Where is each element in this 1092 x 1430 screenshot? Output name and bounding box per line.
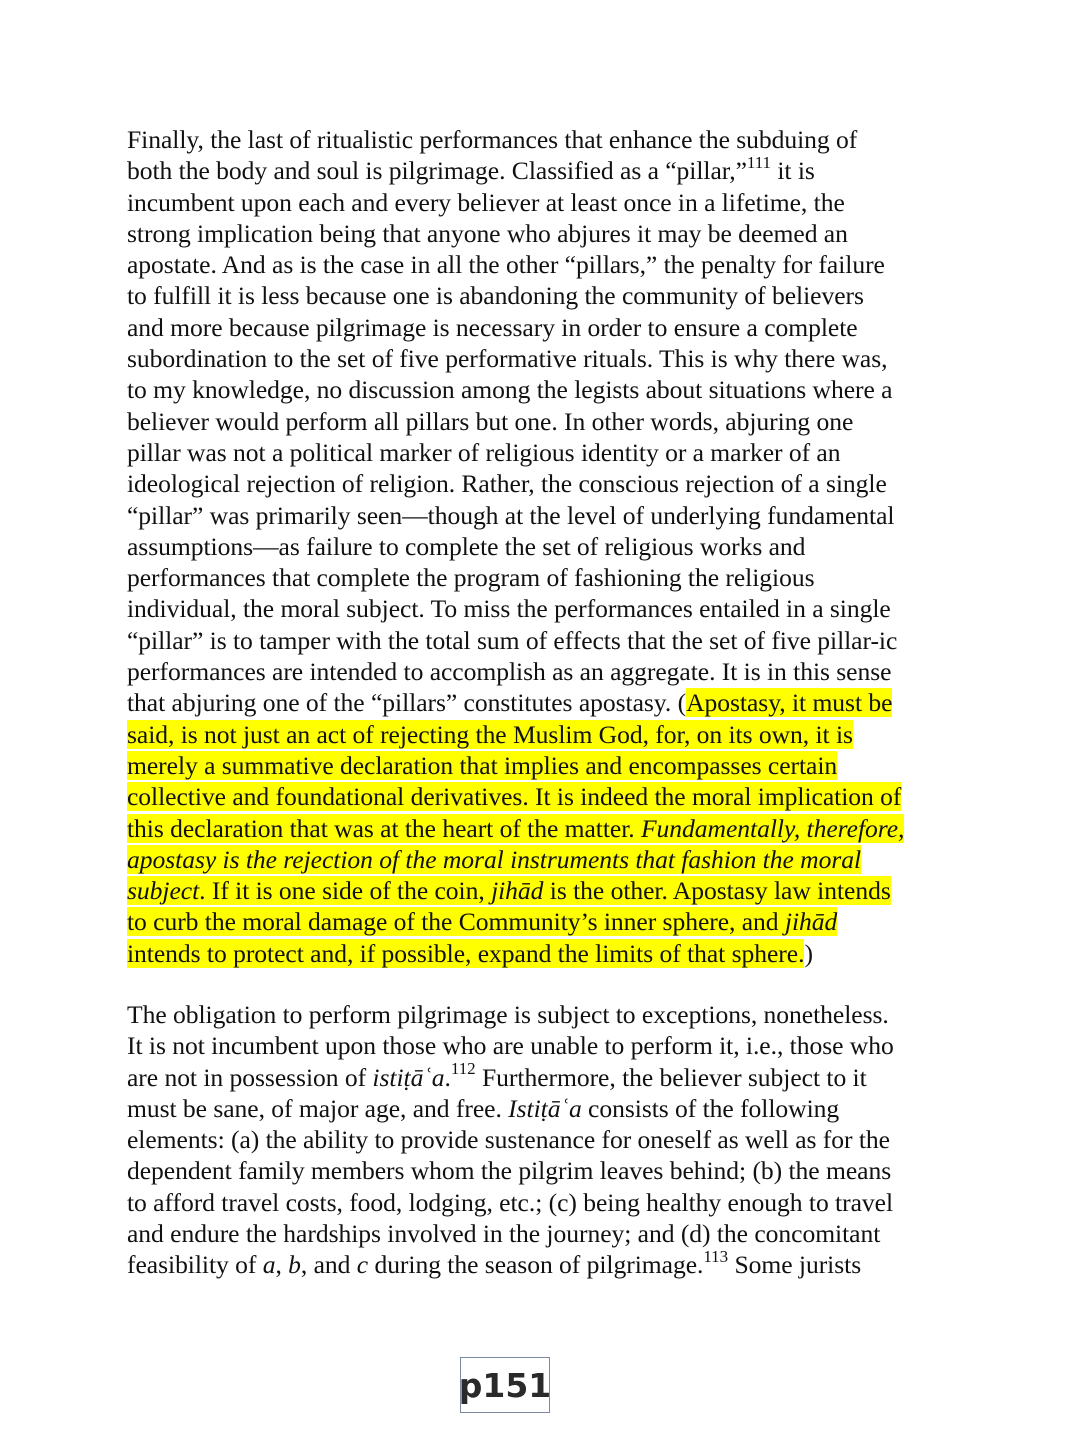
text-line: individual, the moral subject. To miss the performances entailed in a single <box>127 594 891 624</box>
text-line: The obligation to perform pilgrimage is subject to exceptions, nonetheless. <box>127 1000 889 1029</box>
footnote-ref-113[interactable]: 113 <box>703 1246 729 1266</box>
text-line: are not in possession of istiṭāʿa.$^{112}$ Furthermore, the believer subject to it <box>127 1059 867 1092</box>
text-line: to my knowledge, no discussion among the legists about situations where a <box>127 375 893 405</box>
text-line: pillar was not a political marker of religious identity or a marker of an <box>127 437 841 467</box>
text-line: Finally, the last of ritualistic performances that enhance the subduing of <box>127 125 858 154</box>
text-line: strong implication being that anyone who abjures it may be deemed an <box>127 218 848 248</box>
text-line: apostate. And as is the case in all the other “pillars,” the penalty for failure <box>127 250 885 280</box>
highlighted-text[interactable]: apostasy is the rejection of the moral instruments that fashion the moral <box>127 844 862 874</box>
text-line <box>127 781 967 812</box>
text-line: believer would perform all pillars but one. In other words, abjuring one <box>127 406 854 436</box>
text-line <box>127 875 967 906</box>
highlighted-text[interactable]: to curb the moral damage of the Community’s inner sphere, and jihād <box>127 907 838 937</box>
text-line: to fulfill it is less because one is abandoning the community of believers <box>127 281 864 311</box>
text-line: and more because pilgrimage is necessary in order to ensure a complete <box>127 312 858 342</box>
text-line: incumbent upon each and every believer at least once in a lifetime, the <box>127 187 845 217</box>
text-line: It is not incumbent upon those who are unable to perform it, i.e., those who <box>127 1031 894 1061</box>
text-line: performances are intended to accomplish as an aggregate. It is in this sense <box>127 657 892 687</box>
text-line: subordination to the set of five performative rituals. This is why there was, <box>127 344 888 374</box>
text-line: to afford travel costs, food, lodging, etc.; (c) being healthy enough to travel <box>127 1187 894 1217</box>
footnote-ref-111[interactable]: 111 <box>746 152 771 172</box>
text-line <box>127 813 967 844</box>
highlighted-text[interactable]: said, is not just an act of rejecting the Muslim God, for, on its own, it is <box>127 719 853 749</box>
highlighted-text[interactable]: subject. If it is one side of the coin, jihād is the other. Apostasy law intends <box>127 876 891 906</box>
text-line: must be sane, of major age, and free. Istiṭāʿa consists of the following <box>127 1093 840 1123</box>
text-line <box>127 719 967 750</box>
paragraph-pilgrimage-exceptions <box>127 999 967 1281</box>
highlighted-text[interactable]: this declaration that was at the heart of the matter. Fundamentally, therefore, <box>127 813 905 843</box>
text-line: both the body and soul is pilgrimage. Classified as a “pillar,”$^{111}$ it is <box>127 152 815 186</box>
text-line: assumptions—as failure to complete the set of religious works and <box>127 531 806 561</box>
highlighted-text[interactable]: intends to protect and, if possible, expand the limits of that sphere. <box>127 938 805 968</box>
highlighted-text[interactable]: merely a summative declaration that implies and encompasses certain <box>127 750 838 780</box>
text-line: and endure the hardships involved in the journey; and (d) the concomitant <box>127 1219 881 1249</box>
text-line: “pillar” was primarily seen—though at the level of underlying fundamental <box>127 500 895 530</box>
text-line: that abjuring one of the “pillars” constitutes apostasy. (Apostasy, it must be <box>127 688 893 718</box>
text-line: performances that complete the program of fashioning the religious <box>127 563 815 593</box>
text-line: dependent family members whom the pilgrim leaves behind; (b) the means <box>127 1156 892 1186</box>
page-number-label: p151 <box>460 1357 550 1413</box>
paragraph-pilgrimage-apostasy <box>127 124 967 969</box>
text-line: elements: (a) the ability to provide sustenance for oneself as well as for the <box>127 1125 890 1155</box>
footnote-ref-112[interactable]: 112 <box>450 1059 476 1079</box>
highlighted-text[interactable]: collective and foundational derivatives. It is indeed the moral implication of <box>127 782 902 812</box>
text-line: feasibility of a, b, and c during the season of pilgrimage.$^{113}$ Some jurists <box>127 1246 862 1280</box>
text-line: “pillar” is to tamper with the total sum of effects that the set of five pillar-ic <box>127 625 898 655</box>
text-line <box>127 906 967 937</box>
highlighted-text[interactable]: Apostasy, it must be <box>686 688 893 718</box>
text-line <box>127 750 967 781</box>
text-line: intends to protect and, if possible, expand the limits of that sphere.) <box>127 938 813 968</box>
text-line: ideological rejection of religion. Rather, the conscious rejection of a single <box>127 469 887 499</box>
text-line <box>127 844 967 875</box>
